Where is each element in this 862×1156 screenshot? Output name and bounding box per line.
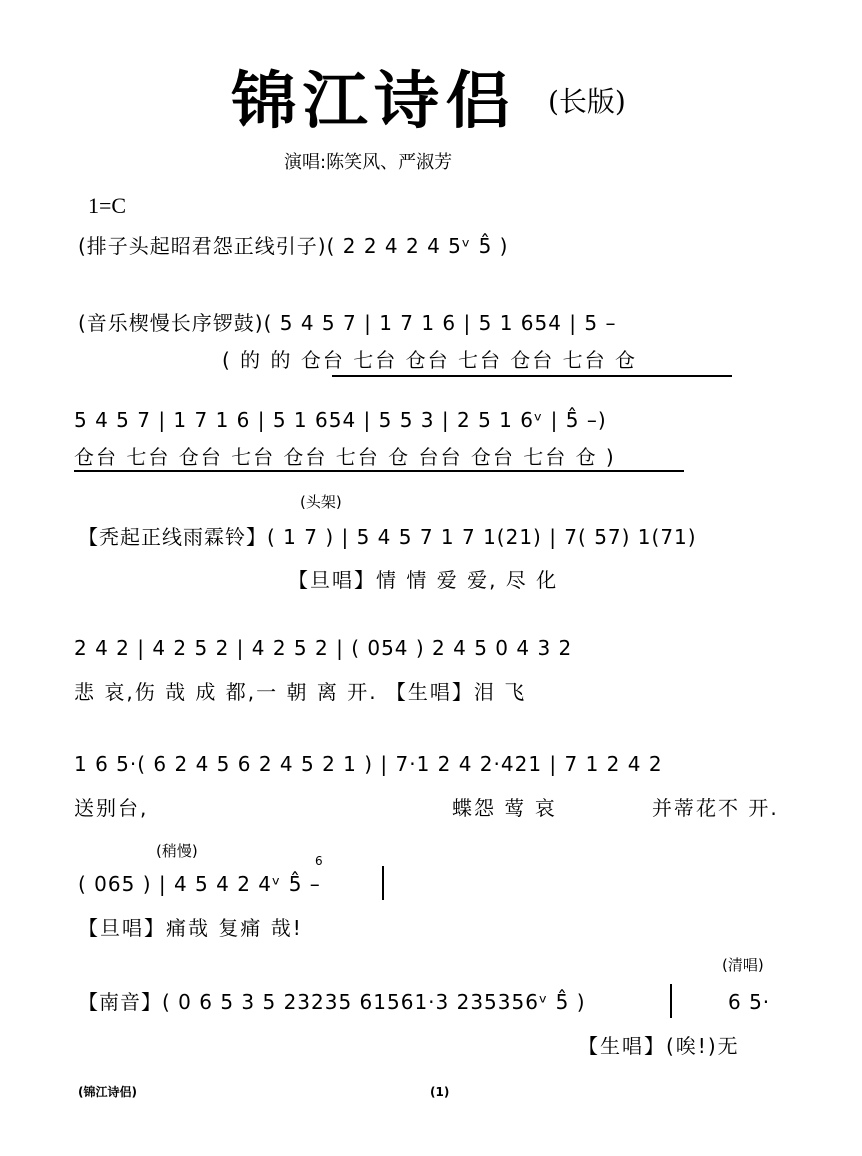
page-number: (1) — [430, 1085, 450, 1099]
score-line-6-notes: 1 6 5·( 6 2 4 5 6 2 4 5 2 1 ) | 7·1 2 4 2·421 | 7 1 2 4 2 — [74, 752, 663, 776]
score-line-5-lyrics: 悲 哀,伤 哉 成 都,一 朝 离 开. 【生唱】泪 飞 — [74, 680, 527, 704]
underline — [74, 470, 684, 472]
score-line-3-lyrics: 仓台 七台 仓台 七台 仓台 七台 仓 台台 仓台 七台 仓 ) — [74, 445, 616, 469]
performers: 演唱:陈笑风、严淑芳 — [284, 152, 453, 173]
grace-note: 6 — [315, 854, 323, 868]
tempo-marking: (头架) — [300, 493, 342, 511]
tempo-marking: (清唱) — [722, 956, 764, 974]
score-line-5-notes: 2 4 2 | 4 2 5 2 | 4 2 5 2 | ( 054 ) 2 4 5 0 4 3 2 — [74, 636, 573, 660]
score-line-6-lyrics-2: 蝶怨 莺 哀 — [452, 796, 557, 820]
score-line-7-lyrics: 【旦唱】痛哉 复痛 哉! — [78, 916, 303, 940]
score-line-2-notes: (音乐楔慢长序锣鼓)( 5 4 5 7 | 1 7 1 6 | 5 1 654 | 5 – — [78, 311, 617, 335]
score-line-7-notes: ( 065 ) | 4 5 4 2 4ᵛ 5̂ – — [78, 872, 321, 896]
score-line-6-lyrics: 送别台, — [74, 796, 149, 820]
score-line-6-lyrics-3: 并蒂花不 开. — [652, 796, 779, 820]
footer-title: (锦江诗侣) — [78, 1085, 137, 1099]
barline — [670, 984, 672, 1018]
score-line-2-lyrics: ( 的 的 仓台 七台 仓台 七台 仓台 七台 仓 — [222, 348, 638, 372]
score-line-8-lyrics: 【生唱】(唉!)无 — [578, 1034, 740, 1058]
tempo-marking: (稍慢) — [156, 842, 198, 860]
key-signature: 1=C — [88, 193, 127, 218]
score-line-4-notes: 【秃起正线雨霖铃】( 1 7 ) | 5 4 5 7 1 7 1(21) | 7( 57) 1(71) — [78, 525, 697, 549]
score-line-3-notes: 5 4 5 7 | 1 7 1 6 | 5 1 654 | 5 5 3 | 2 5 1 6ᵛ | 5̂ –) — [74, 408, 607, 432]
score-line-4-lyrics: 【旦唱】情 情 爱 爱, 尽 化 — [288, 568, 559, 592]
page-title: 锦江诗侣 — [231, 64, 517, 137]
score-line-1-notes: (排子头起昭君怨正线引子)( 2 2 4 2 4 5ᵛ 5̂ ) — [78, 234, 509, 258]
score-line-8-notes-2: 6 5· — [728, 990, 771, 1014]
underline — [332, 375, 732, 377]
page-subtitle: (长版) — [548, 85, 626, 118]
barline — [382, 866, 384, 900]
score-line-8-notes: 【南音】( 0 6 5 3 5 23235 61561·3 235356ᵛ 5̂ ) — [78, 990, 586, 1014]
